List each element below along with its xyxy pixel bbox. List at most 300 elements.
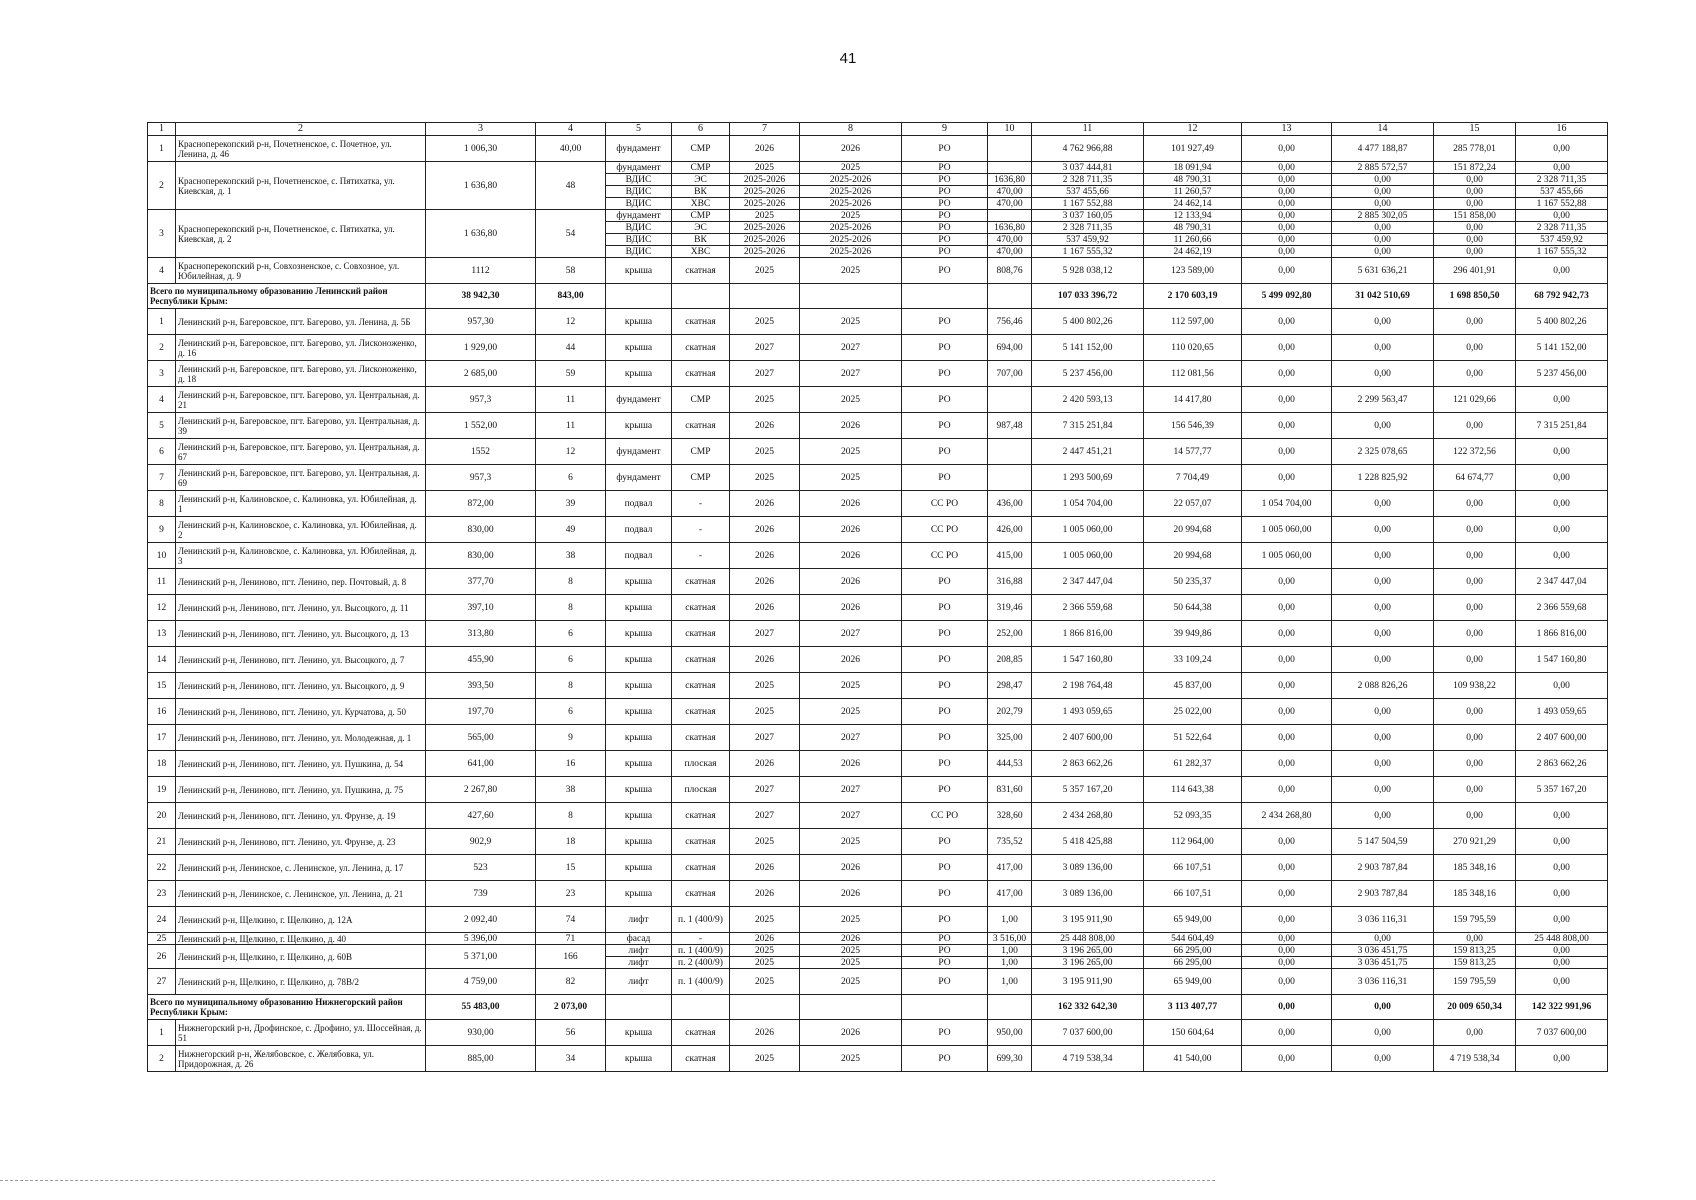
fund-cost: 0,00 bbox=[1242, 234, 1332, 246]
residents: 15 bbox=[536, 855, 606, 881]
work-type: - bbox=[672, 491, 730, 517]
budget-cost: 3 036 451,75 bbox=[1332, 957, 1434, 969]
header-cell: 4 bbox=[536, 123, 606, 136]
financing-source: РО bbox=[902, 699, 988, 725]
owner-cost: 0,00 bbox=[1434, 595, 1516, 621]
fund-cost: 0,00 bbox=[1242, 699, 1332, 725]
volume: 950,00 bbox=[988, 1020, 1032, 1046]
year-from: 2025 bbox=[730, 210, 800, 222]
residents: 166 bbox=[536, 945, 606, 969]
ro-cost: 0,00 bbox=[1516, 673, 1608, 699]
year-from: 2025 bbox=[730, 829, 800, 855]
total-row bbox=[148, 995, 1608, 1020]
year-from: 2026 bbox=[730, 136, 800, 162]
year-to: 2026 bbox=[800, 595, 902, 621]
ro-cost: 537 459,92 bbox=[1516, 234, 1608, 246]
work-type: СМР bbox=[672, 387, 730, 413]
year-to: 2026 bbox=[800, 855, 902, 881]
header-cell: 14 bbox=[1332, 123, 1434, 136]
address: Ленинский р-н, Лениново, пгт. Ленино, ул. Фрунзе, д. 23 bbox=[176, 829, 426, 855]
volume: 417,00 bbox=[988, 855, 1032, 881]
total-cost: 7 315 251,84 bbox=[1032, 413, 1144, 439]
total-cost: 2 347 447,04 bbox=[1032, 569, 1144, 595]
total-cost: 3 195 911,90 bbox=[1032, 969, 1144, 995]
total-row bbox=[148, 284, 1608, 309]
table-row bbox=[148, 933, 1608, 945]
area: 5 396,00 bbox=[426, 933, 536, 945]
address: Ленинский р-н, Щелкино, г. Щелкино, д. 78В/2 bbox=[176, 969, 426, 995]
total-c14: 31 042 510,69 bbox=[1332, 284, 1434, 309]
budget-cost: 0,00 bbox=[1332, 335, 1434, 361]
owner-cost: 0,00 bbox=[1434, 1020, 1516, 1046]
address: Ленинский р-н, Лениново, пгт. Ленино, ул. Высоцкого, д. 9 bbox=[176, 673, 426, 699]
empty-cell bbox=[800, 284, 902, 309]
year-from: 2027 bbox=[730, 361, 800, 387]
area: 739 bbox=[426, 881, 536, 907]
fund-cost: 0,00 bbox=[1242, 186, 1332, 198]
fund-cost: 0,00 bbox=[1242, 595, 1332, 621]
residents: 6 bbox=[536, 699, 606, 725]
financing-source: РО bbox=[902, 174, 988, 186]
financing-source: РО bbox=[902, 621, 988, 647]
fund-cost: 2 434 268,80 bbox=[1242, 803, 1332, 829]
fund-cost: 0,00 bbox=[1242, 413, 1332, 439]
volume: 831,60 bbox=[988, 777, 1032, 803]
table-row bbox=[148, 945, 1608, 957]
estimate-cost: 156 546,39 bbox=[1144, 413, 1242, 439]
budget-cost: 4 477 188,87 bbox=[1332, 136, 1434, 162]
estimate-cost: 50 235,37 bbox=[1144, 569, 1242, 595]
work-type: скатная bbox=[672, 595, 730, 621]
empty-cell bbox=[672, 284, 730, 309]
fund-cost: 0,00 bbox=[1242, 907, 1332, 933]
estimate-cost: 48 790,31 bbox=[1144, 174, 1242, 186]
volume: 208,85 bbox=[988, 647, 1032, 673]
total-cost: 2 407 600,00 bbox=[1032, 725, 1144, 751]
total-cost: 2 434 268,80 bbox=[1032, 803, 1144, 829]
row-number: 2 bbox=[148, 1046, 176, 1072]
work-type: скатная bbox=[672, 855, 730, 881]
header-cell: 3 bbox=[426, 123, 536, 136]
empty-cell bbox=[730, 284, 800, 309]
ro-cost: 0,00 bbox=[1516, 136, 1608, 162]
work-element: крыша bbox=[606, 258, 672, 284]
residents: 58 bbox=[536, 258, 606, 284]
fund-cost: 0,00 bbox=[1242, 829, 1332, 855]
fund-cost: 0,00 bbox=[1242, 751, 1332, 777]
row-number: 7 bbox=[148, 465, 176, 491]
work-element: крыша bbox=[606, 569, 672, 595]
owner-cost: 0,00 bbox=[1434, 621, 1516, 647]
financing-source: РО bbox=[902, 222, 988, 234]
table-row bbox=[148, 1046, 1608, 1072]
year-to: 2025 bbox=[800, 387, 902, 413]
volume: 1,00 bbox=[988, 969, 1032, 995]
total-c13: 5 499 092,80 bbox=[1242, 284, 1332, 309]
total-c14: 0,00 bbox=[1332, 995, 1434, 1020]
fund-cost: 0,00 bbox=[1242, 198, 1332, 210]
header-row bbox=[148, 123, 1608, 136]
table-row bbox=[148, 803, 1608, 829]
table-row bbox=[148, 1020, 1608, 1046]
table-row bbox=[148, 751, 1608, 777]
financing-source: РО bbox=[902, 969, 988, 995]
year-from: 2025 bbox=[730, 439, 800, 465]
area: 397,10 bbox=[426, 595, 536, 621]
residents: 6 bbox=[536, 621, 606, 647]
financing-source: РО bbox=[902, 829, 988, 855]
fund-cost: 0,00 bbox=[1242, 881, 1332, 907]
work-type: ВК bbox=[672, 234, 730, 246]
work-type: п. 1 (400/9) bbox=[672, 907, 730, 933]
year-to: 2026 bbox=[800, 933, 902, 945]
owner-cost: 0,00 bbox=[1434, 413, 1516, 439]
fund-cost: 0,00 bbox=[1242, 162, 1332, 174]
area: 1552 bbox=[426, 439, 536, 465]
fund-cost: 0,00 bbox=[1242, 335, 1332, 361]
ro-cost: 0,00 bbox=[1516, 969, 1608, 995]
table-row bbox=[148, 491, 1608, 517]
area: 1 006,30 bbox=[426, 136, 536, 162]
total-cost: 1 005 060,00 bbox=[1032, 517, 1144, 543]
residents: 44 bbox=[536, 335, 606, 361]
header-cell: 11 bbox=[1032, 123, 1144, 136]
work-type: СМР bbox=[672, 136, 730, 162]
year-from: 2026 bbox=[730, 933, 800, 945]
table-row bbox=[148, 361, 1608, 387]
budget-cost: 3 036 116,31 bbox=[1332, 907, 1434, 933]
owner-cost: 159 813,25 bbox=[1434, 945, 1516, 957]
area: 197,70 bbox=[426, 699, 536, 725]
estimate-cost: 39 949,86 bbox=[1144, 621, 1242, 647]
work-type: - bbox=[672, 517, 730, 543]
row-number: 3 bbox=[148, 210, 176, 258]
year-to: 2025 bbox=[800, 465, 902, 491]
financing-source: РО bbox=[902, 881, 988, 907]
work-type: скатная bbox=[672, 725, 730, 751]
year-to: 2027 bbox=[800, 335, 902, 361]
budget-cost: 2 903 787,84 bbox=[1332, 881, 1434, 907]
volume: 694,00 bbox=[988, 335, 1032, 361]
work-element: крыша bbox=[606, 413, 672, 439]
area: 2 267,80 bbox=[426, 777, 536, 803]
year-to: 2027 bbox=[800, 621, 902, 647]
address: Ленинский р-н, Багеровское, пгт. Багерово, ул. Лисконоженко, д. 18 bbox=[176, 361, 426, 387]
year-from: 2025-2026 bbox=[730, 198, 800, 210]
year-to: 2026 bbox=[800, 881, 902, 907]
work-type: скатная bbox=[672, 673, 730, 699]
address: Красноперекопский р-н, Почетненское, с. Пятихатка, ул. Киевская, д. 1 bbox=[176, 162, 426, 210]
area: 313,80 bbox=[426, 621, 536, 647]
volume: 415,00 bbox=[988, 543, 1032, 569]
owner-cost: 0,00 bbox=[1434, 517, 1516, 543]
address: Ленинский р-н, Багеровское, пгт. Багерово, ул. Лисконоженко, д. 16 bbox=[176, 335, 426, 361]
financing-source: РО bbox=[902, 933, 988, 945]
row-number: 5 bbox=[148, 413, 176, 439]
owner-cost: 0,00 bbox=[1434, 491, 1516, 517]
budget-cost: 2 299 563,47 bbox=[1332, 387, 1434, 413]
ro-cost: 2 328 711,35 bbox=[1516, 222, 1608, 234]
total-cost: 1 547 160,80 bbox=[1032, 647, 1144, 673]
total-c13: 0,00 bbox=[1242, 995, 1332, 1020]
owner-cost: 109 938,22 bbox=[1434, 673, 1516, 699]
financing-source: РО bbox=[902, 1020, 988, 1046]
area: 523 bbox=[426, 855, 536, 881]
ro-cost: 1 167 552,88 bbox=[1516, 198, 1608, 210]
owner-cost: 185 348,16 bbox=[1434, 855, 1516, 881]
volume: 1,00 bbox=[988, 957, 1032, 969]
year-from: 2027 bbox=[730, 803, 800, 829]
volume bbox=[988, 465, 1032, 491]
header-cell: 13 bbox=[1242, 123, 1332, 136]
table-row bbox=[148, 699, 1608, 725]
financing-source: РО bbox=[902, 777, 988, 803]
residents: 59 bbox=[536, 361, 606, 387]
ro-cost: 1 547 160,80 bbox=[1516, 647, 1608, 673]
work-type: скатная bbox=[672, 258, 730, 284]
header-cell: 9 bbox=[902, 123, 988, 136]
area: 455,90 bbox=[426, 647, 536, 673]
owner-cost: 0,00 bbox=[1434, 186, 1516, 198]
work-element: крыша bbox=[606, 1020, 672, 1046]
row-number: 15 bbox=[148, 673, 176, 699]
year-from: 2027 bbox=[730, 725, 800, 751]
year-from: 2025-2026 bbox=[730, 222, 800, 234]
owner-cost: 185 348,16 bbox=[1434, 881, 1516, 907]
estimate-cost: 52 093,35 bbox=[1144, 803, 1242, 829]
row-number: 8 bbox=[148, 491, 176, 517]
ro-cost: 0,00 bbox=[1516, 258, 1608, 284]
volume: 808,76 bbox=[988, 258, 1032, 284]
work-type: скатная bbox=[672, 1046, 730, 1072]
total-c15: 1 698 850,50 bbox=[1434, 284, 1516, 309]
table-row bbox=[148, 647, 1608, 673]
header-cell: 8 bbox=[800, 123, 902, 136]
address: Красноперекопский р-н, Совхозненское, с. Совхозное, ул. Юбилейная, д. 9 bbox=[176, 258, 426, 284]
fund-cost: 0,00 bbox=[1242, 1046, 1332, 1072]
fund-cost: 0,00 bbox=[1242, 777, 1332, 803]
address: Нижнегорский р-н, Дрофинское, с. Дрофино, ул. Шоссейная, д. 51 bbox=[176, 1020, 426, 1046]
total-cost: 2 447 451,21 bbox=[1032, 439, 1144, 465]
year-from: 2025-2026 bbox=[730, 186, 800, 198]
financing-source: РО bbox=[902, 569, 988, 595]
work-type: скатная bbox=[672, 413, 730, 439]
year-to: 2026 bbox=[800, 543, 902, 569]
total-residents: 2 073,00 bbox=[536, 995, 606, 1020]
owner-cost: 0,00 bbox=[1434, 725, 1516, 751]
financing-source: РО bbox=[902, 595, 988, 621]
financing-source: РО bbox=[902, 309, 988, 335]
total-cost: 1 293 500,69 bbox=[1032, 465, 1144, 491]
table-row bbox=[148, 413, 1608, 439]
work-element: ВДИС bbox=[606, 222, 672, 234]
work-element: крыша bbox=[606, 881, 672, 907]
total-c15: 20 009 650,34 bbox=[1434, 995, 1516, 1020]
total-cost: 7 037 600,00 bbox=[1032, 1020, 1144, 1046]
total-cost: 537 455,66 bbox=[1032, 186, 1144, 198]
year-to: 2026 bbox=[800, 647, 902, 673]
financing-source: РО bbox=[902, 957, 988, 969]
area: 830,00 bbox=[426, 543, 536, 569]
owner-cost: 0,00 bbox=[1434, 234, 1516, 246]
year-from: 2025-2026 bbox=[730, 234, 800, 246]
work-element: лифт bbox=[606, 907, 672, 933]
fund-cost: 0,00 bbox=[1242, 361, 1332, 387]
total-cost: 2 863 662,26 bbox=[1032, 751, 1144, 777]
total-cost: 2 366 559,68 bbox=[1032, 595, 1144, 621]
work-type: ЭС bbox=[672, 174, 730, 186]
year-to: 2025 bbox=[800, 673, 902, 699]
address: Ленинский р-н, Ленинское, с. Ленинское, ул. Ленина, д. 17 bbox=[176, 855, 426, 881]
empty-cell bbox=[800, 995, 902, 1020]
header-cell: 12 bbox=[1144, 123, 1242, 136]
table-row bbox=[148, 465, 1608, 491]
address: Ленинский р-н, Багеровское, пгт. Багерово, ул. Центральная, д. 69 bbox=[176, 465, 426, 491]
total-cost: 5 141 152,00 bbox=[1032, 335, 1144, 361]
estimate-cost: 48 790,31 bbox=[1144, 222, 1242, 234]
fund-cost: 0,00 bbox=[1242, 439, 1332, 465]
year-from: 2026 bbox=[730, 1020, 800, 1046]
residents: 54 bbox=[536, 210, 606, 258]
row-number: 20 bbox=[148, 803, 176, 829]
volume bbox=[988, 439, 1032, 465]
area: 1 636,80 bbox=[426, 210, 536, 258]
work-type: ЭС bbox=[672, 222, 730, 234]
total-c11: 107 033 396,72 bbox=[1032, 284, 1144, 309]
year-from: 2026 bbox=[730, 543, 800, 569]
estimate-cost: 11 260,66 bbox=[1144, 234, 1242, 246]
work-type: СМР bbox=[672, 439, 730, 465]
ro-cost: 0,00 bbox=[1516, 829, 1608, 855]
work-element: фундамент bbox=[606, 136, 672, 162]
owner-cost: 0,00 bbox=[1434, 803, 1516, 829]
work-element: лифт bbox=[606, 957, 672, 969]
residents: 71 bbox=[536, 933, 606, 945]
budget-cost: 0,00 bbox=[1332, 309, 1434, 335]
financing-source: РО bbox=[902, 162, 988, 174]
total-c11: 162 332 642,30 bbox=[1032, 995, 1144, 1020]
table-row bbox=[148, 517, 1608, 543]
year-from: 2025 bbox=[730, 945, 800, 957]
total-cost: 3 089 136,00 bbox=[1032, 881, 1144, 907]
address: Красноперекопский р-н, Почетненское, с. Почетное, ул. Ленина, д. 46 bbox=[176, 136, 426, 162]
financing-source: РО bbox=[902, 855, 988, 881]
work-element: крыша bbox=[606, 361, 672, 387]
year-to: 2025 bbox=[800, 210, 902, 222]
year-to: 2025 bbox=[800, 907, 902, 933]
owner-cost: 0,00 bbox=[1434, 222, 1516, 234]
row-number: 21 bbox=[148, 829, 176, 855]
ro-cost: 0,00 bbox=[1516, 945, 1608, 957]
year-from: 2025 bbox=[730, 1046, 800, 1072]
year-to: 2025 bbox=[800, 162, 902, 174]
table-row bbox=[148, 162, 1608, 174]
row-number: 9 bbox=[148, 517, 176, 543]
address: Ленинский р-н, Калиновское, с. Калиновка, ул. Юбилейная, д. 3 bbox=[176, 543, 426, 569]
table-row bbox=[148, 907, 1608, 933]
year-to: 2025-2026 bbox=[800, 198, 902, 210]
work-element: крыша bbox=[606, 621, 672, 647]
financing-source: РО bbox=[902, 210, 988, 222]
budget-cost: 0,00 bbox=[1332, 413, 1434, 439]
volume: 1636,80 bbox=[988, 222, 1032, 234]
empty-cell bbox=[988, 284, 1032, 309]
total-cost: 3 037 160,05 bbox=[1032, 210, 1144, 222]
address: Ленинский р-н, Багеровское, пгт. Багерово, ул. Центральная, д. 21 bbox=[176, 387, 426, 413]
work-type: - bbox=[672, 543, 730, 569]
volume: 987,48 bbox=[988, 413, 1032, 439]
year-from: 2025 bbox=[730, 673, 800, 699]
row-number: 4 bbox=[148, 258, 176, 284]
owner-cost: 270 921,29 bbox=[1434, 829, 1516, 855]
area: 1112 bbox=[426, 258, 536, 284]
row-number: 26 bbox=[148, 945, 176, 969]
total-cost: 3 196 265,00 bbox=[1032, 957, 1144, 969]
volume: 316,88 bbox=[988, 569, 1032, 595]
financing-source: РО bbox=[902, 413, 988, 439]
ro-cost: 0,00 bbox=[1516, 803, 1608, 829]
budget-cost: 0,00 bbox=[1332, 1020, 1434, 1046]
address: Красноперекопский р-н, Почетненское, с. Пятихатка, ул. Киевская, д. 2 bbox=[176, 210, 426, 258]
address: Ленинский р-н, Лениново, пгт. Ленино, ул. Курчатова, д. 50 bbox=[176, 699, 426, 725]
work-type: скатная bbox=[672, 309, 730, 335]
volume: 444,53 bbox=[988, 751, 1032, 777]
work-type: СМР bbox=[672, 465, 730, 491]
work-element: крыша bbox=[606, 777, 672, 803]
area: 957,3 bbox=[426, 387, 536, 413]
table-row bbox=[148, 136, 1608, 162]
budget-cost: 0,00 bbox=[1332, 517, 1434, 543]
owner-cost: 0,00 bbox=[1434, 309, 1516, 335]
year-from: 2026 bbox=[730, 751, 800, 777]
fund-cost: 0,00 bbox=[1242, 258, 1332, 284]
residents: 11 bbox=[536, 413, 606, 439]
ro-cost: 0,00 bbox=[1516, 162, 1608, 174]
area: 957,30 bbox=[426, 309, 536, 335]
empty-cell bbox=[902, 284, 988, 309]
estimate-cost: 123 589,00 bbox=[1144, 258, 1242, 284]
budget-cost: 0,00 bbox=[1332, 933, 1434, 945]
estimate-cost: 66 295,00 bbox=[1144, 957, 1242, 969]
budget-cost: 0,00 bbox=[1332, 222, 1434, 234]
owner-cost: 0,00 bbox=[1434, 174, 1516, 186]
address: Ленинский р-н, Лениново, пгт. Ленино, ул. Высоцкого, д. 11 bbox=[176, 595, 426, 621]
ro-cost: 0,00 bbox=[1516, 957, 1608, 969]
ro-cost: 1 493 059,65 bbox=[1516, 699, 1608, 725]
year-to: 2025 bbox=[800, 957, 902, 969]
residents: 39 bbox=[536, 491, 606, 517]
volume bbox=[988, 210, 1032, 222]
work-element: фундамент bbox=[606, 465, 672, 491]
total-cost: 1 866 816,00 bbox=[1032, 621, 1144, 647]
owner-cost: 0,00 bbox=[1434, 751, 1516, 777]
year-to: 2027 bbox=[800, 361, 902, 387]
residents: 49 bbox=[536, 517, 606, 543]
address: Ленинский р-н, Лениново, пгт. Ленино, ул. Пушкина, д. 54 bbox=[176, 751, 426, 777]
address: Ленинский р-н, Багеровское, пгт. Багерово, ул. Центральная, д. 39 bbox=[176, 413, 426, 439]
header-cell: 1 bbox=[148, 123, 176, 136]
work-type: ВК bbox=[672, 186, 730, 198]
table-row bbox=[148, 881, 1608, 907]
budget-cost: 0,00 bbox=[1332, 246, 1434, 258]
volume: 436,00 bbox=[988, 491, 1032, 517]
work-type: - bbox=[672, 933, 730, 945]
owner-cost: 0,00 bbox=[1434, 198, 1516, 210]
estimate-cost: 12 133,94 bbox=[1144, 210, 1242, 222]
row-number: 10 bbox=[148, 543, 176, 569]
year-to: 2026 bbox=[800, 413, 902, 439]
budget-cost: 2 885 302,05 bbox=[1332, 210, 1434, 222]
